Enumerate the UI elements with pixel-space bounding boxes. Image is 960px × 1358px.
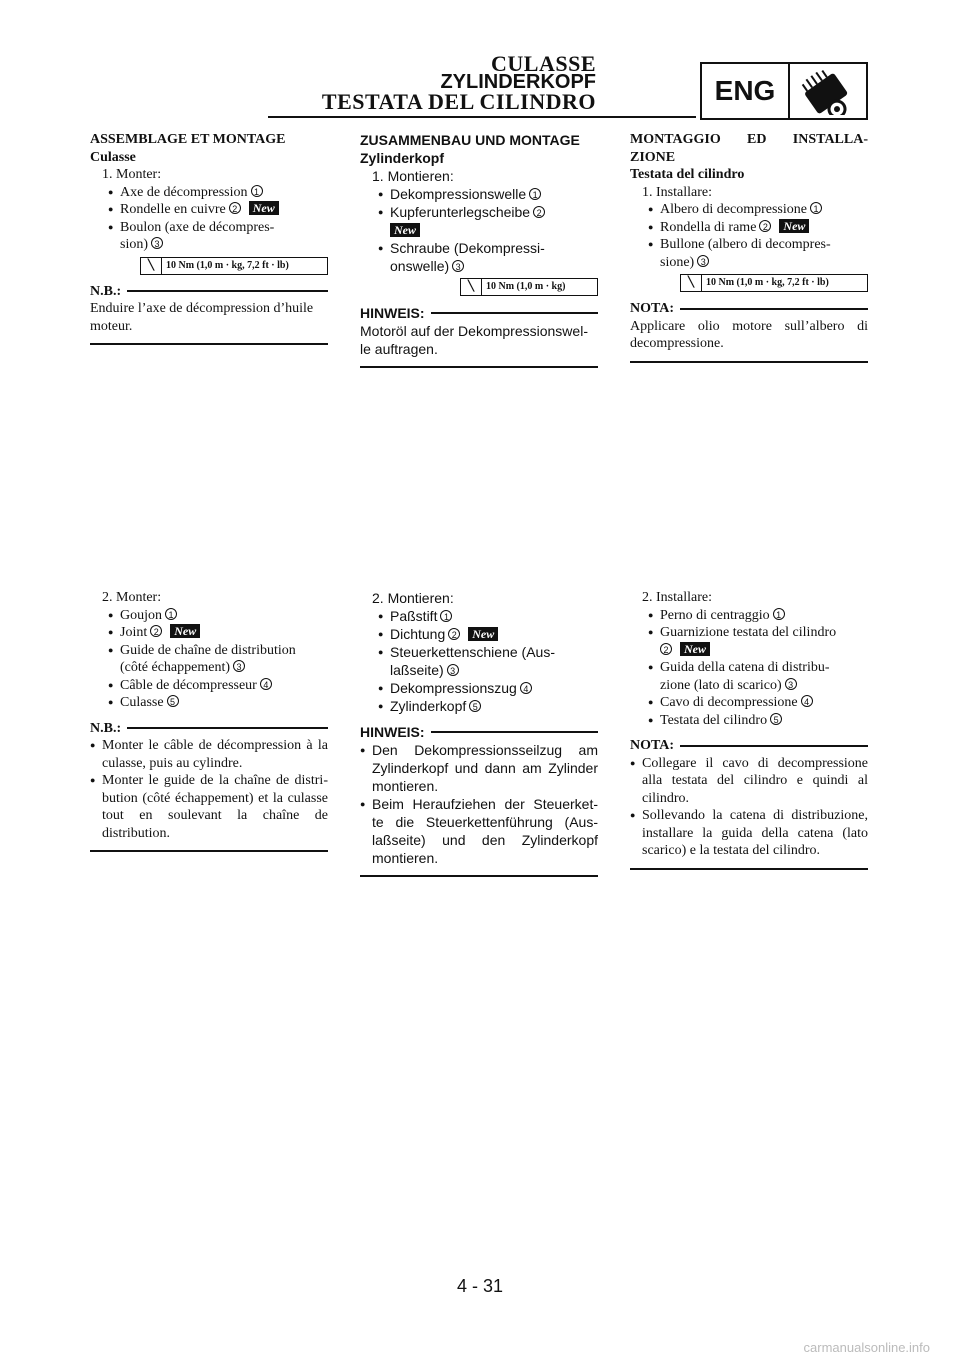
list-item: ● Kupferunterlegscheibe 2 xyxy=(360,203,598,221)
de-title-1: ZUSAMMENBAU UND MONTAGE xyxy=(360,132,580,148)
de-section-1 xyxy=(360,131,598,368)
list-item-cont xyxy=(630,642,868,660)
ref-2-icon: 2 xyxy=(229,202,241,214)
ref-4-icon: 4 xyxy=(520,682,532,694)
ref-1-icon: 1 xyxy=(165,608,177,620)
list-item: ● Dichtung 2 New xyxy=(360,625,598,643)
eng-badge xyxy=(700,62,868,120)
list-item: ● Bullone (albero di decompres- xyxy=(630,236,868,254)
note-rule xyxy=(431,731,598,733)
list-item: ● Albero di decompressione 1 xyxy=(630,201,868,219)
list-item: ● Goujon 1 xyxy=(90,607,328,625)
header-title-fr: CULASSE xyxy=(491,51,596,76)
list-item-cont: onswelle) 3 xyxy=(360,257,598,275)
de-title-2: Zylinderkopf xyxy=(360,150,445,166)
list-item: ● Guarnizione testata del cilindro xyxy=(630,624,868,642)
it-title-2: Testata del cilindro xyxy=(630,167,745,182)
fr-title-1: ASSEMBLAGE ET MONTAGE xyxy=(90,132,286,147)
ref-5-icon: 5 xyxy=(770,713,782,725)
ref-3-icon: 3 xyxy=(233,660,245,672)
ref-1-icon: 1 xyxy=(810,202,822,214)
note-header: NOTA: xyxy=(630,300,868,318)
new-badge: New xyxy=(779,219,809,233)
note-rule xyxy=(127,727,328,729)
it-step-2: 2. Installare: xyxy=(642,590,712,605)
new-badge: New xyxy=(468,627,498,641)
watermark: carmanualsonline.info xyxy=(803,1340,930,1355)
note-end-rule xyxy=(630,361,868,363)
engine-icon xyxy=(790,64,866,118)
torque-spec: ╲ 10 Nm (1,0 m · kg, 7,2 ft · lb) xyxy=(680,274,868,292)
wrench-icon: ╲ xyxy=(141,258,162,274)
new-badge: New xyxy=(170,624,200,638)
fr-section-1 xyxy=(90,131,328,345)
note-header: NOTA: xyxy=(630,737,868,755)
note-end-rule xyxy=(90,343,328,345)
note-rule xyxy=(680,308,868,310)
torque-spec: ╲ 10 Nm (1,0 m · kg) xyxy=(460,278,598,296)
list-item: ● Guida della catena di distribu- xyxy=(630,659,868,677)
list-item: ● Dekompressionszug 4 xyxy=(360,679,598,697)
note-end-rule xyxy=(630,868,868,870)
ref-3-icon: 3 xyxy=(697,255,709,267)
list-item: ● Câble de décompresseur 4 xyxy=(90,677,328,695)
note-rule xyxy=(127,290,328,292)
ref-3-icon: 3 xyxy=(452,260,464,272)
note-text: Motoröl auf der Dekompressionswel- le auftragen. xyxy=(360,323,588,357)
note-end-rule xyxy=(90,850,328,852)
note-end-rule xyxy=(360,875,598,877)
torque-spec: ╲ 10 Nm (1,0 m · kg, 7,2 ft · lb) xyxy=(140,257,328,275)
it-step-1: 1. Installare: xyxy=(642,184,712,200)
note-header: HINWEIS: xyxy=(360,304,598,322)
fr-step-2: 2. Monter: xyxy=(102,590,162,605)
list-item-cont: zione (lato di scarico) 3 xyxy=(630,677,868,695)
list-item: ● Dekompressionswelle 1 xyxy=(360,185,598,203)
note-bullet: ● Monter le guide de la chaîne de distri- bution (côté échappement) et la culasse tout en soulevant la chaîne de distribution. xyxy=(90,772,328,842)
ref-4-icon: 4 xyxy=(260,678,272,690)
new-badge: New xyxy=(680,642,710,656)
list-item: ● Paßstift 1 xyxy=(360,607,598,625)
ref-1-icon: 1 xyxy=(251,185,263,197)
header-title-it: TESTATA DEL CILINDRO xyxy=(321,89,596,114)
note-text: Enduire l’axe de décompression d’huile moteur. xyxy=(90,301,314,334)
page-number: 4 - 31 xyxy=(456,1276,504,1296)
list-item: ● Cavo di decompressione 4 xyxy=(630,694,868,712)
ref-2-icon: 2 xyxy=(759,220,771,232)
fr-step-1: 1. Monter: xyxy=(102,167,162,182)
note-rule xyxy=(680,745,868,747)
fr-title-2: Culasse xyxy=(90,149,136,165)
list-item: ● Culasse 5 xyxy=(90,694,328,712)
fr-section-2 xyxy=(90,589,328,852)
it-section-2 xyxy=(630,589,868,870)
list-item-cont: (côté échappement) 3 xyxy=(90,659,328,677)
list-item: ● Boulon (axe de décompres- xyxy=(90,219,328,237)
list-item: ● Rondelle en cuivre 2 New xyxy=(90,201,328,219)
list-item: ● Rondella di rame 2 New xyxy=(630,219,868,237)
it-title-1b: ZIONE xyxy=(630,149,676,165)
note-bullet: ● Collegare il cavo di decompressione alla testata del cilindro e quindi al cilindro. xyxy=(630,755,868,808)
ref-1-icon: 1 xyxy=(529,188,541,200)
ref-5-icon: 5 xyxy=(167,695,179,707)
note-header: HINWEIS: xyxy=(360,723,598,741)
de-step-1: 1. Montieren: xyxy=(372,168,454,184)
new-badge: New xyxy=(390,223,420,237)
ref-3-icon: 3 xyxy=(785,678,797,690)
note-rule xyxy=(431,312,598,314)
wrench-icon: ╲ xyxy=(681,275,702,291)
header-titles xyxy=(321,51,596,114)
ref-4-icon: 4 xyxy=(801,695,813,707)
note-end-rule xyxy=(360,366,598,368)
list-item: ● Guide de chaîne de distribution xyxy=(90,642,328,660)
list-item: ● Steuerkettenschiene (Aus- xyxy=(360,643,598,661)
ref-3-icon: 3 xyxy=(447,664,459,676)
ref-1-icon: 1 xyxy=(773,608,785,620)
de-step-2: 2. Montieren: xyxy=(372,590,454,606)
header-title-de: ZYLINDERKOPF xyxy=(440,71,596,93)
de-section-2 xyxy=(360,589,598,877)
list-item: ● Perno di centraggio 1 xyxy=(630,607,868,625)
ref-1-icon: 1 xyxy=(440,610,452,622)
note-header: N.B.: xyxy=(90,283,328,301)
note-bullet: ● Den Dekompressionsseilzug am Zylinderkopf und dann am Zylinder montieren. xyxy=(360,741,598,795)
header-rule xyxy=(268,116,696,118)
ref-5-icon: 5 xyxy=(469,700,481,712)
ref-3-icon: 3 xyxy=(151,237,163,249)
it-title-1: MONTAGGIO ED INSTALLA- xyxy=(630,132,868,147)
note-bullet: ● Monter le câble de décompression à la culasse, puis au cylindre. xyxy=(90,737,328,772)
wrench-icon: ╲ xyxy=(461,279,482,295)
note-header: N.B.: xyxy=(90,720,328,738)
list-item-cont: sion) 3 xyxy=(90,236,328,254)
list-item: ● Zylinderkopf 5 xyxy=(360,697,598,715)
list-item: ● Testata del cilindro 5 xyxy=(630,712,868,730)
ref-2-icon: 2 xyxy=(533,206,545,218)
list-item-cont xyxy=(360,221,598,239)
list-item-cont: sione) 3 xyxy=(630,254,868,272)
ref-2-icon: 2 xyxy=(150,625,162,637)
note-text: Applicare olio motore sull’albero di decompressione. xyxy=(630,318,868,351)
it-section-1 xyxy=(630,131,868,363)
ref-2-icon: 2 xyxy=(660,643,672,655)
new-badge: New xyxy=(249,201,279,215)
eng-label: ENG xyxy=(702,64,790,118)
list-item: ● Axe de décompression 1 xyxy=(90,184,328,202)
list-item-cont: laßseite) 3 xyxy=(360,661,598,679)
note-bullet: ● Sollevando la catena di distribuzione, installare la guida della catena (lato scarico) e la testata del cilindro. xyxy=(630,807,868,860)
list-item: ● Joint 2 New xyxy=(90,624,328,642)
list-item: ● Schraube (Dekompressi- xyxy=(360,239,598,257)
note-bullet: ● Beim Heraufziehen der Steuerket- te die Steuerkettenführung (Aus- laßseite) und den Zylinderkopf montieren. xyxy=(360,795,598,867)
ref-2-icon: 2 xyxy=(448,628,460,640)
page-header xyxy=(268,51,868,114)
